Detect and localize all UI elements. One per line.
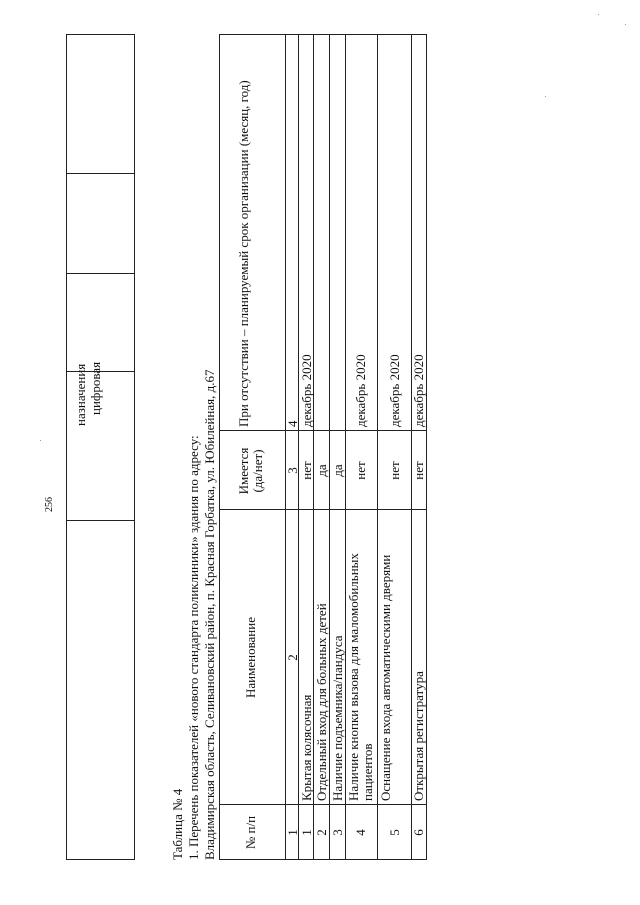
row-available: нет [299, 461, 314, 480]
table-rule [219, 34, 427, 35]
top-table-divider [66, 273, 134, 274]
table-caption-line1: 1. Перечень показателей «нового стандарта поликлиники» здания по адресу: [186, 435, 201, 860]
row-planned-date: декабрь 2020 [411, 354, 426, 427]
row-name: Отдельный вход для больных детей [314, 603, 329, 801]
column-number: 4 [285, 420, 300, 427]
scan-speck [545, 96, 546, 97]
row-planned-date: декабрь 2020 [387, 354, 402, 427]
table-rule [219, 34, 220, 860]
page-number: 256 [44, 497, 55, 512]
scan-speck [598, 14, 599, 15]
header-available: Имеется (да/нет) [236, 447, 265, 495]
row-name: Наличие подъемника/пандуса [330, 635, 345, 801]
top-table-divider [66, 520, 134, 521]
row-number: 1 [299, 829, 314, 836]
row-available: нет [353, 461, 368, 480]
table-rule [426, 34, 427, 860]
row-name: Открытая регистратура [411, 671, 426, 801]
row-number: 3 [330, 829, 345, 836]
top-table-divider [66, 173, 134, 174]
top-table-top-border [66, 34, 67, 860]
header-name: Наименование [243, 617, 258, 698]
column-number: 1 [285, 829, 300, 836]
row-number: 6 [411, 829, 426, 836]
row-available: нет [387, 461, 402, 480]
row-name: Оснащение входа автоматическими дверями [378, 554, 393, 801]
row-number: 4 [353, 829, 368, 836]
top-table-text-2: цифровая [88, 361, 103, 415]
row-planned-date: декабрь 2020 [299, 354, 314, 427]
top-table-divider [66, 34, 134, 35]
rotated-page [44, 34, 466, 860]
row-number: 5 [387, 829, 402, 836]
scan-speck [625, 24, 626, 25]
top-table-bottom-border [134, 34, 135, 860]
top-table-divider [66, 859, 134, 860]
row-name: Крытая колясочная [299, 694, 314, 801]
row-number: 2 [314, 829, 329, 836]
header-number: № п/п [243, 815, 258, 850]
column-number: 3 [285, 467, 300, 474]
row-planned-date: декабрь 2020 [353, 354, 368, 427]
table-number: Таблица № 4 [170, 788, 185, 860]
row-available: да [314, 464, 329, 477]
row-name: Наличие кнопки вызова для маломобильных пациентов [346, 553, 375, 801]
row-available: нет [411, 461, 426, 480]
scan-speck [40, 440, 41, 441]
row-available: да [330, 464, 345, 477]
table-caption-line2: Владимирская область, Селивановский район, п. Красная Горбатка, ул. Юбилейная, д.67 [202, 369, 217, 860]
column-number: 2 [285, 654, 300, 661]
header-planned-date: При отсутствии – планируемый срок организации (месяц, год) [236, 80, 251, 427]
top-table-text-1: назначения [73, 363, 88, 426]
